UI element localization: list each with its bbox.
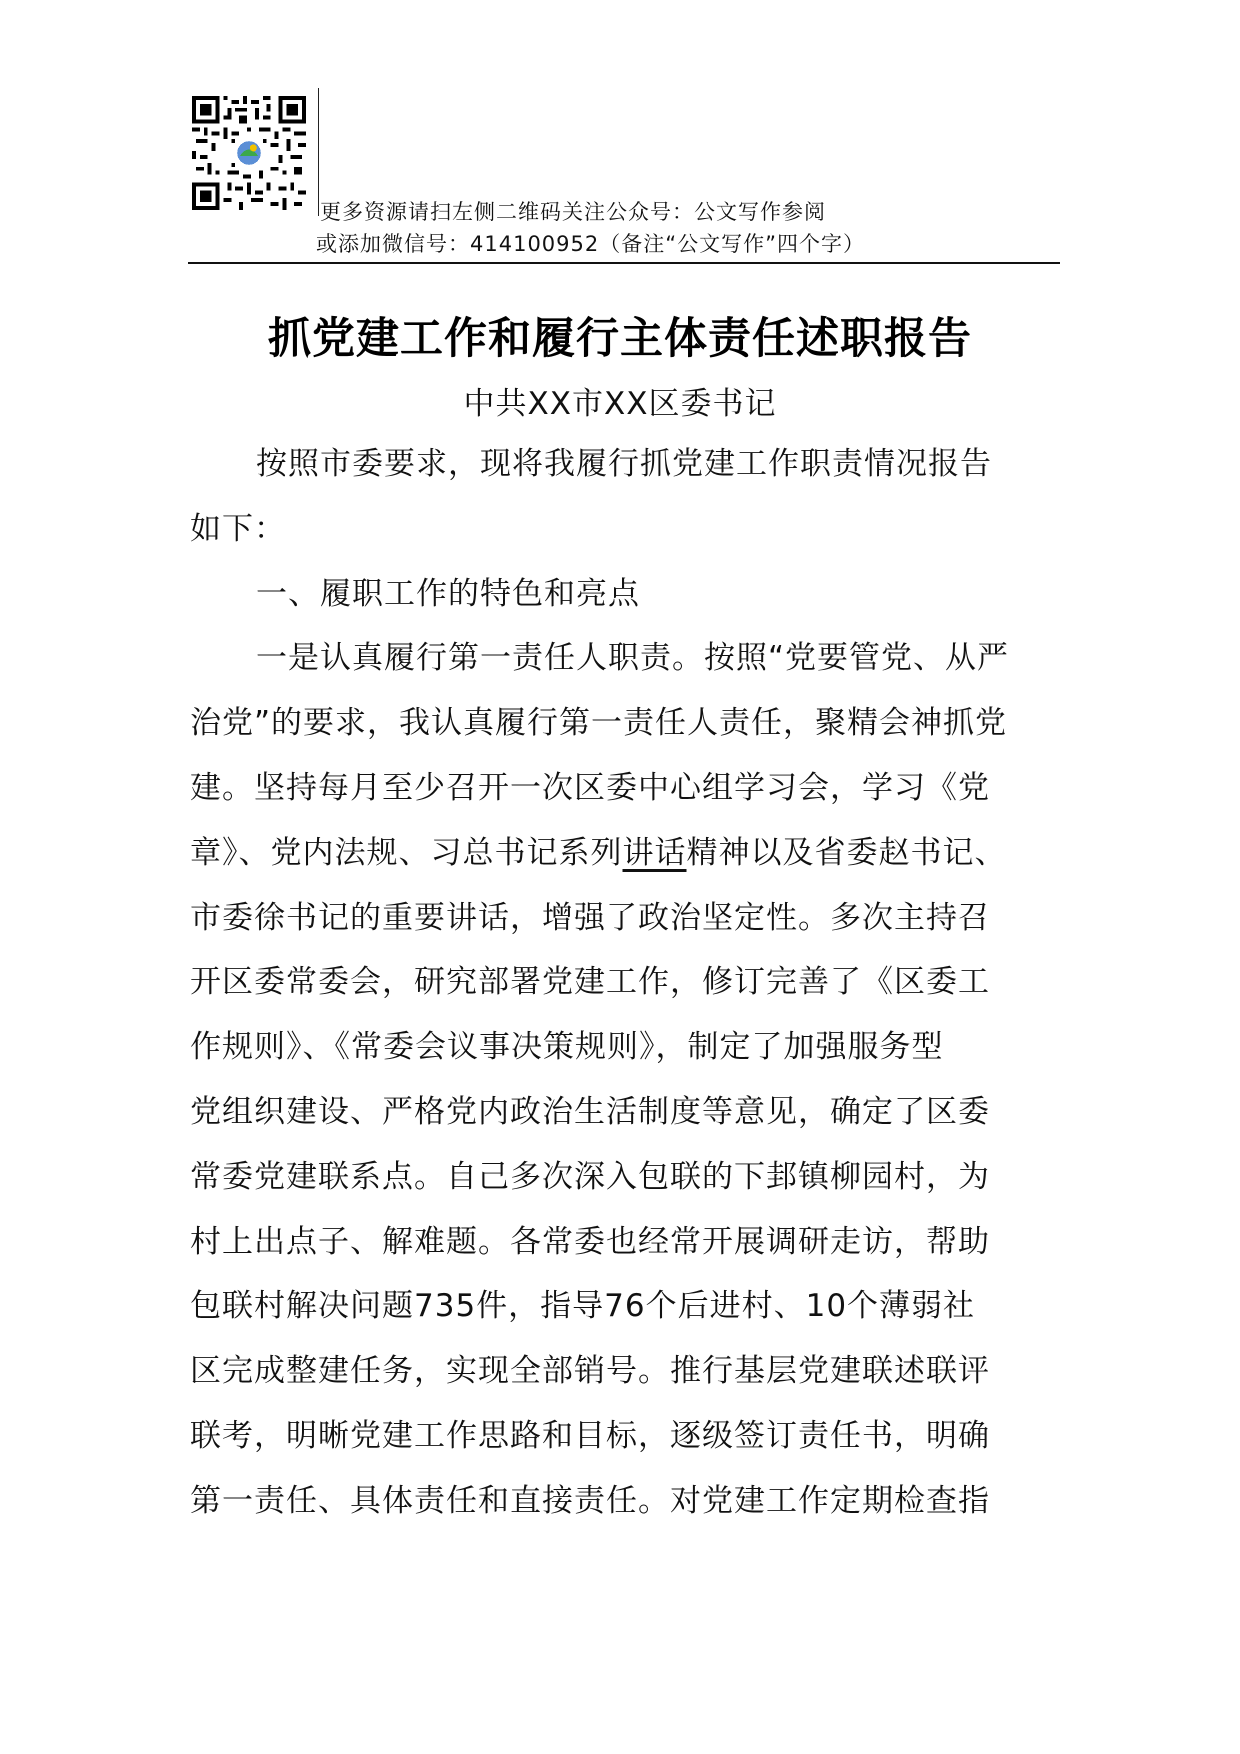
body-line <box>190 821 1050 886</box>
body-line: 常委党建联系点。自己多次深入包联的下邽镇柳园村，为 <box>190 1158 990 1195</box>
body-text-segment: 章》、党内法规、习总书记系列 <box>190 834 623 871</box>
body-line: 一是认真履行第一责任人职责。按照“党要管党、从严 <box>256 640 1010 677</box>
section-heading: 一、履职工作的特色和亮点 <box>256 575 640 612</box>
header-line-2: 或添加微信号：414100952（备注“公文写作”四个字） <box>316 232 866 256</box>
header-divider <box>318 88 319 216</box>
page-header <box>190 88 1060 264</box>
underlined-word: 讲话 <box>622 834 687 871</box>
body-line: 联考，明晰党建工作思路和目标，逐级签订责任书，明确 <box>190 1417 990 1454</box>
body-line: 按照市委要求，现将我履行抓党建工作职责情况报告 <box>256 446 992 482</box>
body-line: 区完成整建任务，实现全部销号。推行基层党建联述联评 <box>190 1353 990 1390</box>
body-line: 市委徐书记的重要讲话，增强了政治坚定性。多次主持召 <box>190 899 990 936</box>
body-text-segment: 精神以及省委赵书记、 <box>686 834 1007 871</box>
header-rule <box>188 262 1060 264</box>
body-line: 如下： <box>190 510 286 547</box>
body-line: 作规则》、《常委会议事决策规则》，制定了加强服务型 <box>190 1029 944 1066</box>
body-line: 治党”的要求，我认真履行第一责任人责任，聚精会神抓党 <box>190 705 1008 742</box>
document-title: 抓党建工作和履行主体责任述职报告 <box>268 314 972 364</box>
body-line: 村上出点子、解难题。各常委也经常开展调研走访，帮助 <box>190 1223 990 1260</box>
header-line-1: 更多资源请扫左侧二维码关注公众号：公文写作参阅 <box>320 200 826 224</box>
document-author: 中共XX市XX区委书记 <box>463 386 777 422</box>
body-line: 建。坚持每月至少召开一次区委中心组学习会，学习《党 <box>190 769 990 806</box>
body-line: 第一责任、具体责任和直接责任。对党建工作定期检查指 <box>190 1482 990 1519</box>
qr-code-icon <box>192 96 306 210</box>
body-line: 党组织建设、严格党内政治生活制度等意见，确定了区委 <box>190 1093 990 1130</box>
body-line: 开区委常委会，研究部署党建工作，修订完善了《区委工 <box>190 964 990 1001</box>
document-body <box>190 432 1050 1534</box>
body-line: 包联村解决问题735件，指导76个后进村、10个薄弱社 <box>190 1288 976 1325</box>
